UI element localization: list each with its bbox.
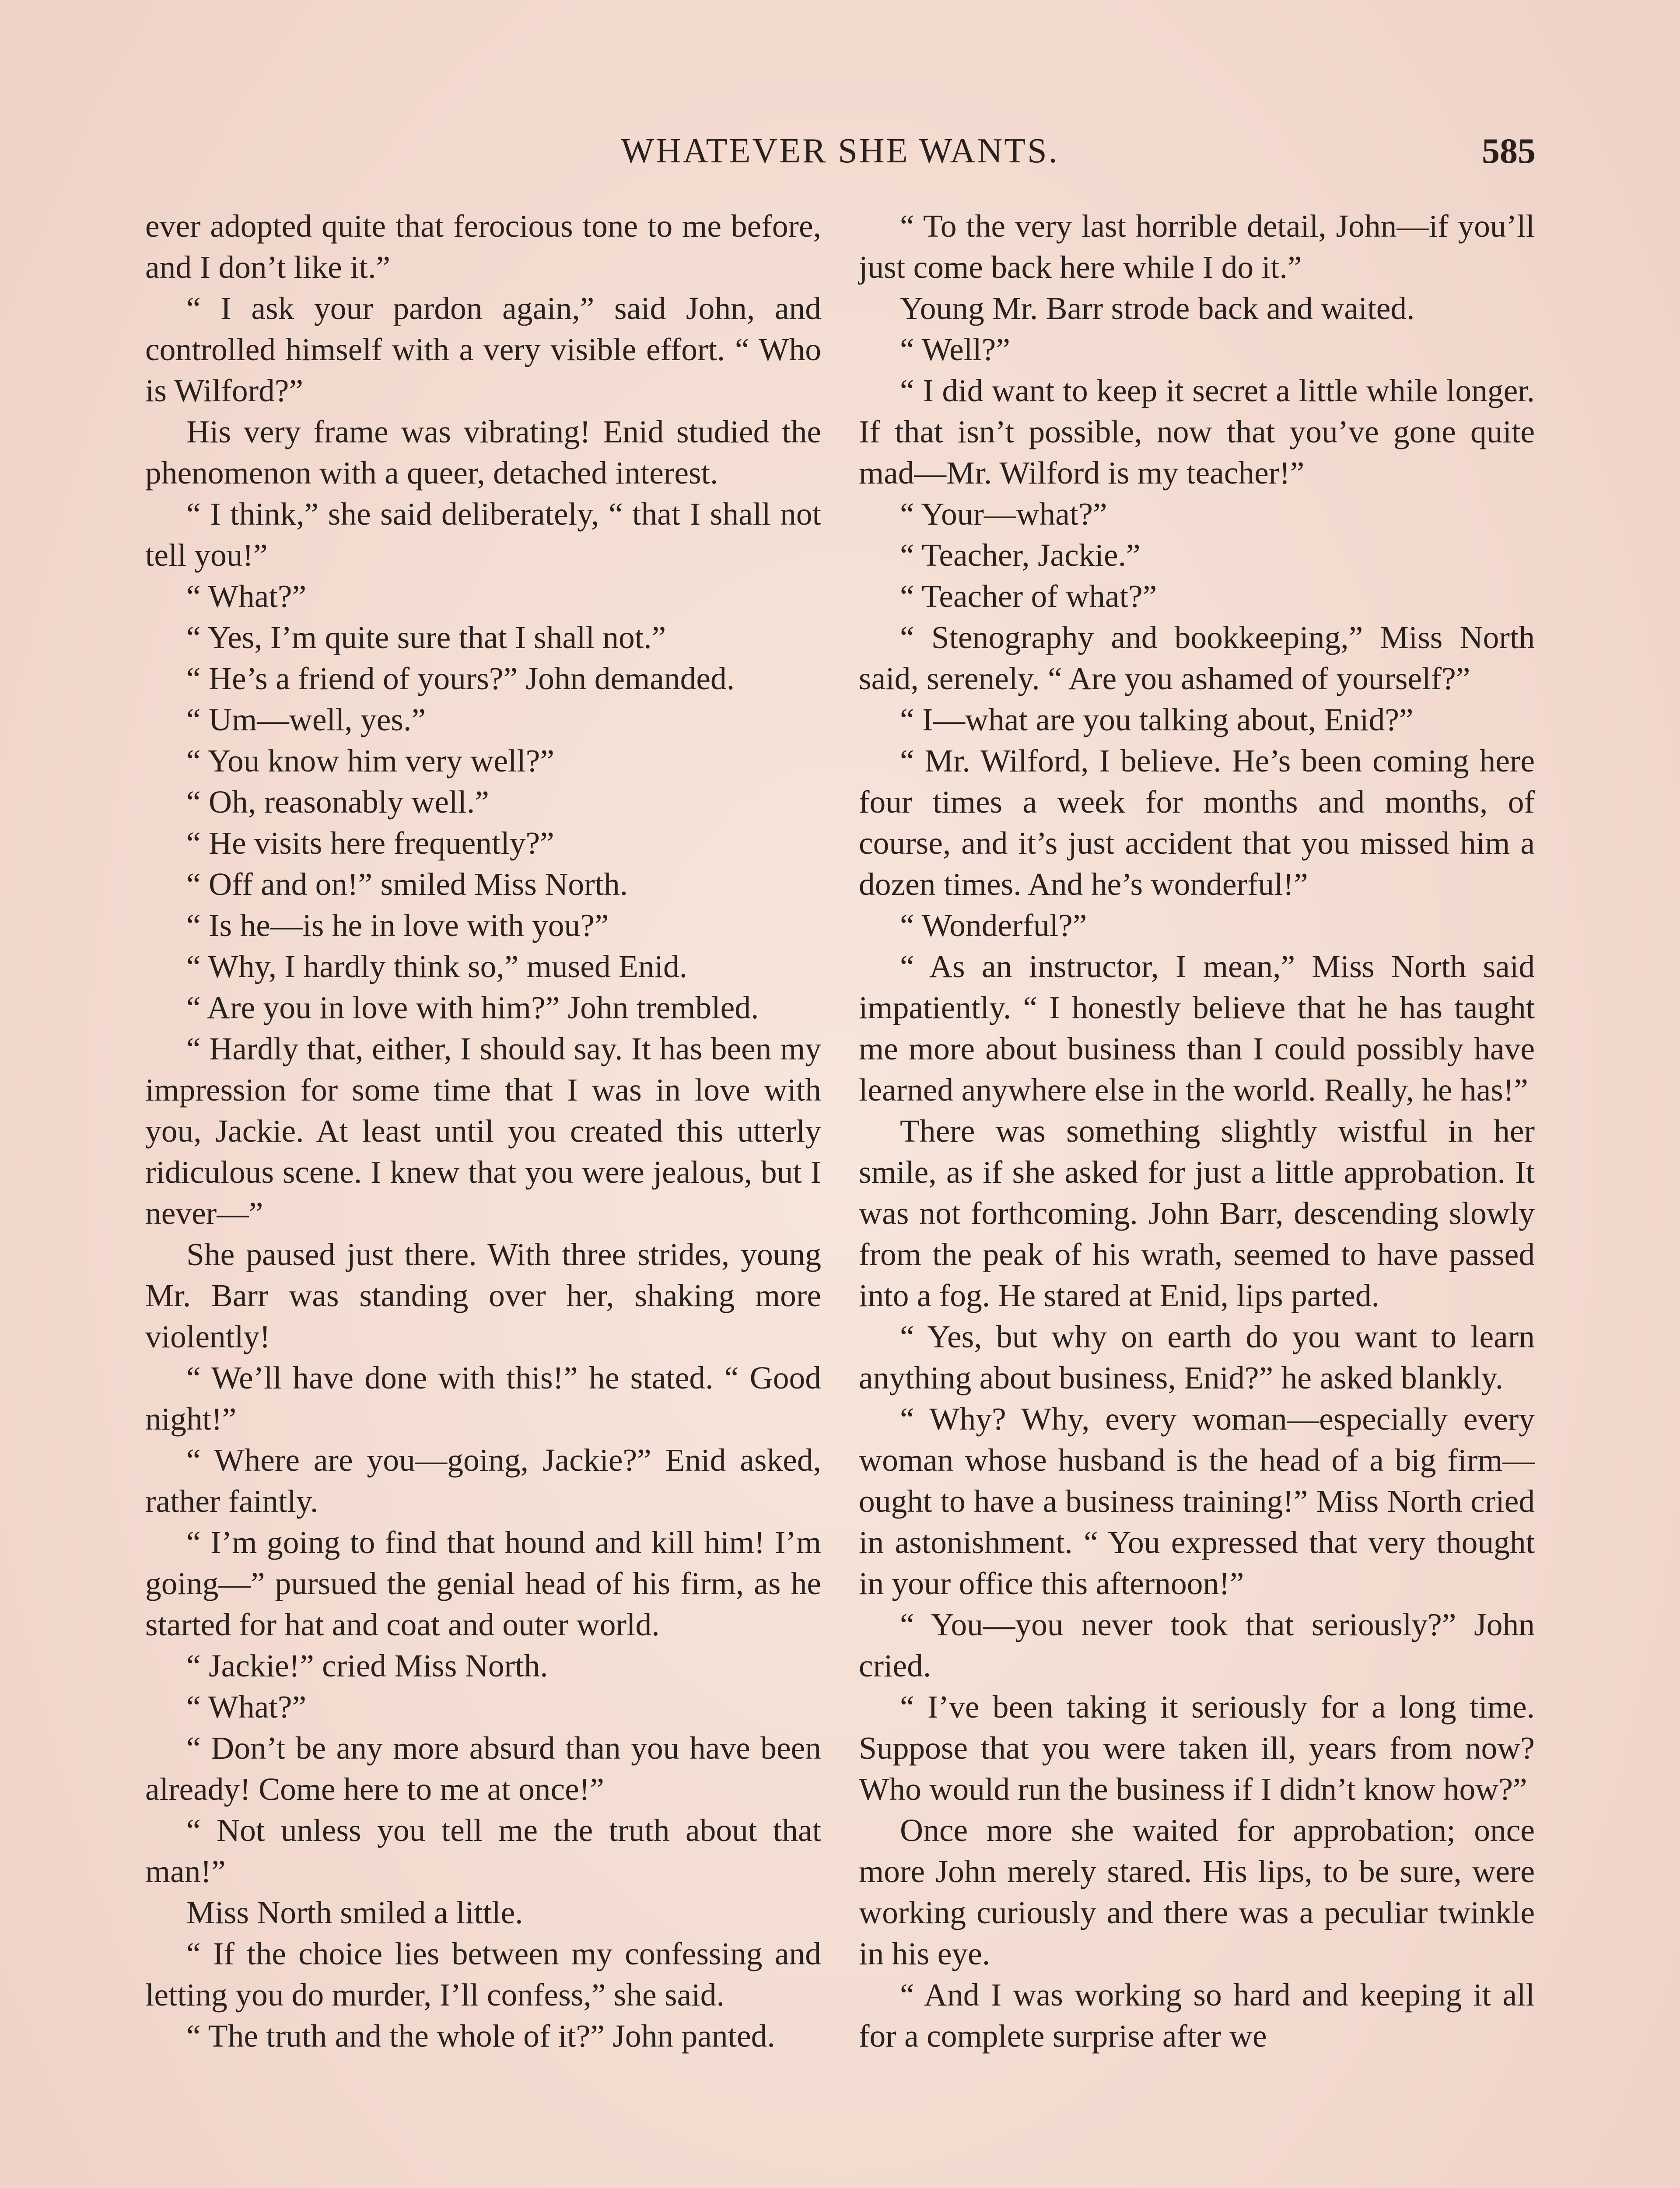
paragraph: Miss North smiled a little. [186,1895,523,1930]
paragraph: “ Teacher, Jackie.” [900,537,1141,573]
paragraph: “ If the choice lies between my confessing and letting you do murder, I’ll confess,” she said. [145,1936,821,2013]
paragraph: “ To the very last horrible detail, John—if you’ll just come back here while I do it.” [859,208,1535,285]
paragraph: “ Oh, reasonably well.” [186,784,489,820]
paragraph: “ What?” [186,1689,307,1725]
paragraph: “ You—you never took that seriously?” John cried. [859,1607,1535,1683]
paragraph: “ Yes, but why on earth do you want to learn anything about business, Enid?” he asked blankly. [859,1319,1535,1396]
paragraph: “ He visits here frequently?” [186,825,554,861]
paragraph: ever adopted quite that ferocious tone to me before, and I don’t like it.” [145,208,821,285]
page-header [144,127,1536,175]
paragraph: “ I did want to keep it secret a little while longer. If that isn’t possible, now that you’ve gone quite mad—Mr. Wilford is my teacher!” [859,373,1535,491]
paragraph: “ Yes, I’m quite sure that I shall not.” [186,620,666,655]
paragraph: “ Jackie!” cried Miss North. [186,1648,548,1683]
paragraph: “ He’s a friend of yours?” John demanded. [186,661,735,696]
paragraph: “ Are you in love with him?” John trembled. [186,990,759,1025]
paragraph: “ Um—well, yes.” [186,702,426,737]
paragraph: “ Not unless you tell me the truth about that man!” [145,1813,821,1889]
paragraph: “ Hardly that, either, I should say. It has been my impression for some time that I was in love with you, Jackie. At least until you created this utterly ridiculous scene. I knew that you were jealous, but I never—” [145,1031,821,1231]
paragraph: “ I—what are you talking about, Enid?” [900,702,1414,737]
page-number: 585 [1482,131,1536,171]
paragraph: Young Mr. Barr strode back and waited. [900,291,1415,326]
left-column [145,206,821,2057]
paragraph: “ Why? Why, every woman—especially every woman whose husband is the head of a big firm—ought to have a business training!” Miss North cried in astonishment. “ You expressed that very thought in your office this afternoon!” [859,1401,1535,1601]
paragraph: “ Your—what?” [900,496,1107,532]
running-title: WHATEVER SHE WANTS. [621,132,1059,170]
paragraph: “ I ask your pardon again,” said John, and controlled himself with a very visible effort. “ Who is Wilford?” [145,291,821,408]
paragraph: “ I think,” she said deliberately, “ that I shall not tell you!” [145,496,821,573]
paragraph: “ You know him very well?” [186,743,555,778]
paragraph: “ Stenography and bookkeeping,” Miss North said, serenely. “ Are you ashamed of yourself?” [859,620,1535,696]
paragraph: “ Mr. Wilford, I believe. He’s been coming here four times a week for months and months, of course, and it’s just accident that you missed him a dozen times. And he’s wonderful!” [859,743,1535,902]
paragraph: “ And I was working so hard and keeping it all for a complete surprise after we [859,1977,1535,2054]
paragraph: “ Is he—is he in love with you?” [186,908,609,943]
right-column [859,206,1535,2057]
paragraph: “ The truth and the whole of it?” John panted. [186,2018,775,2054]
paragraph: “ Teacher of what?” [900,579,1157,614]
paragraph: Once more she waited for approbation; once more John merely stared. His lips, to be sure, were working curiously and there was a peculiar twinkle in his eye. [859,1813,1535,1971]
paragraph: “ Where are you—going, Jackie?” Enid asked, rather faintly. [145,1442,821,1519]
paragraph: “ Why, I hardly think so,” mused Enid. [186,949,688,984]
paragraph: She paused just there. With three strides, young Mr. Barr was standing over her, shaking more violently! [145,1237,821,1354]
paragraph: His very frame was vibrating! Enid studied the phenomenon with a queer, detached interest. [145,414,821,491]
paragraph: “ Don’t be any more absurd than you have been already! Come here to me at once!” [145,1730,821,1807]
paragraph: There was something slightly wistful in her smile, as if she asked for just a little approbation. It was not forthcoming. John Barr, descending slowly from the peak of his wrath, seemed to have passed into a fog. He stared at Enid, lips parted. [859,1113,1535,1313]
paragraph: “ Wonderful?” [900,908,1087,943]
paragraph: “ Well?” [900,332,1010,367]
paragraph: “ Off and on!” smiled Miss North. [186,866,628,902]
paragraph: “ What?” [186,579,307,614]
paragraph: “ As an instructor, I mean,” Miss North said impatiently. “ I honestly believe that he has taught me more about business than I could possibly have learned anywhere else in the world. Really, he has!” [859,949,1535,1108]
paragraph: “ I’m going to find that hound and kill him! I’m going—” pursued the genial head of his firm, as he started for hat and coat and outer world. [145,1525,821,1642]
paragraph: “ I’ve been taking it seriously for a long time. Suppose that you were taken ill, years from now? Who would run the business if I didn’t know how?” [859,1689,1535,1807]
paragraph: “ We’ll have done with this!” he stated. “ Good night!” [145,1360,821,1437]
